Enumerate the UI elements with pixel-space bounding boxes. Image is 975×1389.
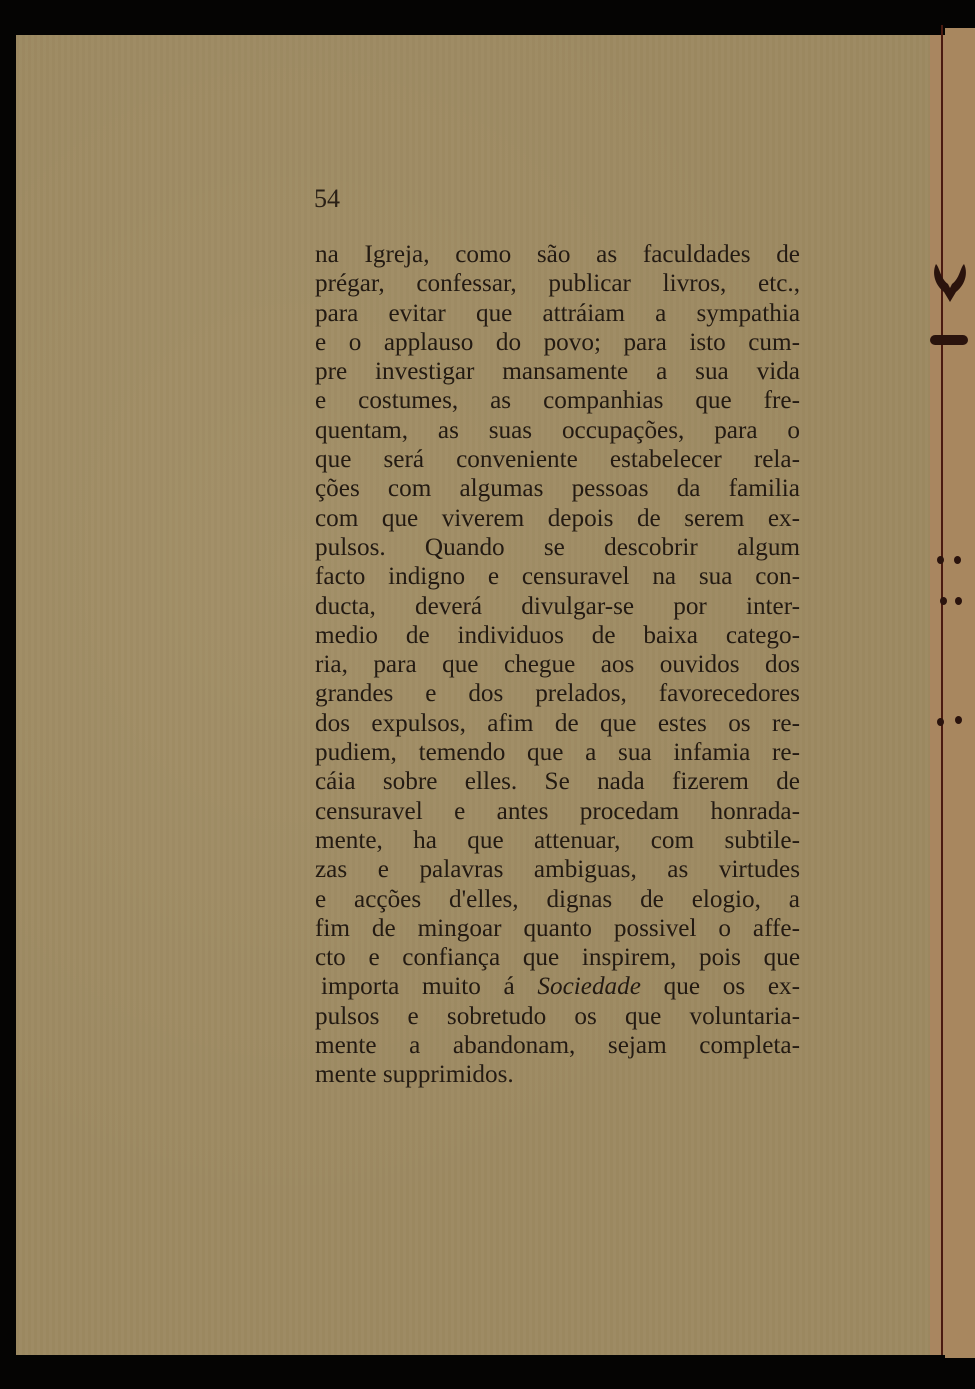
page-number: 54 (314, 184, 340, 213)
binding-thread-line (941, 25, 943, 1355)
text-line: ções com algumas pessoas da familia (315, 475, 800, 503)
stitch-hole-icon (937, 556, 944, 564)
body-text (315, 240, 800, 1090)
binding-clip-icon (930, 262, 970, 312)
text-segment: que os ex- (640, 973, 800, 1001)
text-line: prégar, confessar, publicar livros, etc., (315, 270, 800, 298)
text-line (315, 972, 800, 1001)
text-line: ria, para que chegue aos ouvidos dos (315, 651, 800, 679)
text-line: mente a abandonam, sejam completa- (315, 1032, 800, 1060)
text-line: pulsos e sobretudo os que voluntaria- (315, 1002, 800, 1030)
text-line: cto e confiança que inspirem, pois que (315, 944, 800, 972)
italic-term: Sociedade (537, 973, 641, 1001)
stitch-hole-icon (937, 718, 944, 726)
text-line: quentam, as suas occupações, para o (315, 416, 800, 444)
text-line: pre investigar mansamente a sua vida (315, 358, 800, 386)
stitch-hole-icon (940, 597, 947, 605)
stitch-hole-icon (955, 597, 962, 605)
text-line: censuravel e antes procedam honrada- (315, 797, 800, 825)
adjacent-page-edge (945, 28, 975, 1358)
text-line: dos expulsos, afim de que estes os re- (315, 709, 800, 737)
text-segment: importa muito á (321, 973, 538, 1001)
text-line: medio de individuos de baixa catego- (315, 621, 800, 649)
binding-bar-icon (930, 335, 968, 345)
text-line: pulsos. Quando se descobrir algum (315, 533, 800, 561)
text-line: fim de mingoar quanto possivel o affe- (315, 914, 800, 942)
stitch-hole-icon (955, 716, 962, 724)
text-line: ducta, deverá divulgar-se por inter- (315, 592, 800, 620)
text-line: pudiem, temendo que a sua infamia re- (315, 739, 800, 767)
text-line: e costumes, as companhias que fre- (315, 387, 800, 415)
text-line: zas e palavras ambiguas, as virtudes (315, 856, 800, 884)
text-line: com que viverem depois de serem ex- (315, 504, 800, 532)
text-line: mente supprimidos. (315, 1061, 514, 1089)
text-line: para evitar que attráiam a sympathia (315, 299, 800, 327)
text-line: na Igreja, como são as faculdades de (315, 241, 800, 268)
text-line: cáia sobre elles. Se nada fizerem de (315, 768, 800, 796)
text-line: facto indigno e censuravel na sua con- (315, 563, 800, 591)
text-line: grandes e dos prelados, favorecedores (315, 680, 800, 708)
text-line: e acções d'elles, dignas de elogio, a (315, 885, 800, 913)
text-line: que será conveniente estabelecer rela- (315, 446, 800, 474)
stitch-hole-icon (954, 556, 961, 564)
text-line: e o applauso do povo; para isto cum- (315, 328, 800, 356)
text-line: mente, ha que attenuar, com subtile- (315, 826, 800, 854)
